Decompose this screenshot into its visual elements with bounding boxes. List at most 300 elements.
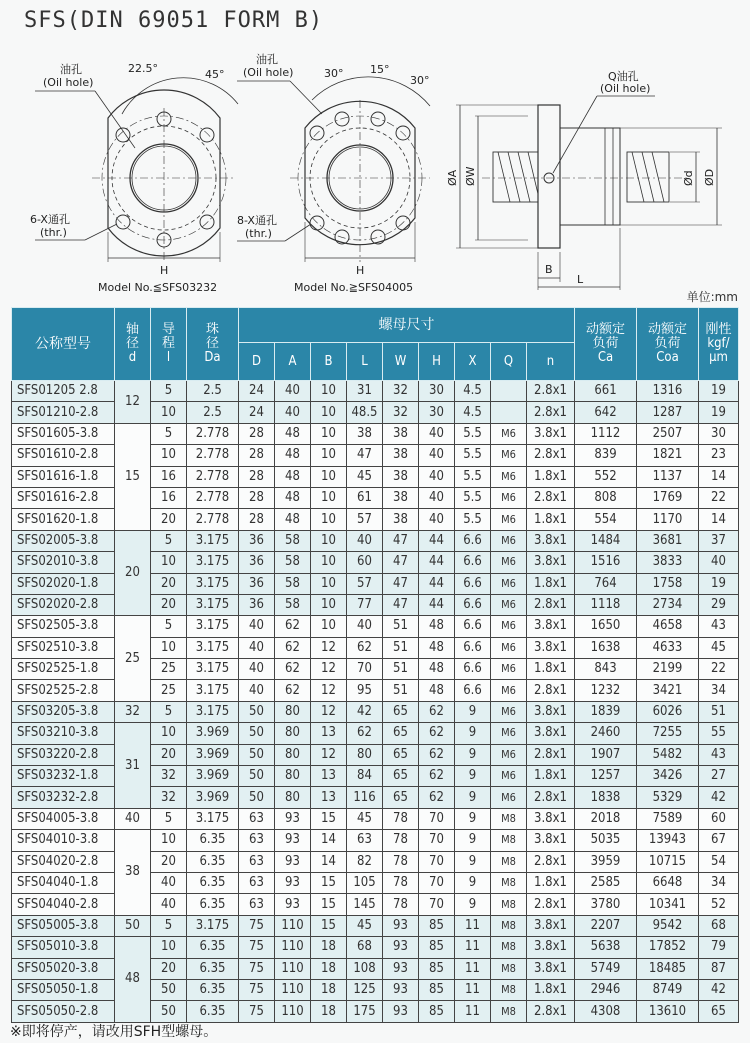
cell-ca: 2018: [575, 808, 637, 829]
cell-x: 9: [455, 723, 491, 744]
cell-x: 9: [455, 872, 491, 893]
cell-b: 13: [311, 787, 347, 808]
cell-x: 11: [455, 958, 491, 979]
cell-w: 38: [383, 509, 419, 530]
cell-w: 93: [383, 937, 419, 958]
cell-k: 23: [699, 445, 739, 466]
model-cell: SFS05010-3.8: [12, 937, 115, 958]
cell-ca: 5749: [575, 958, 637, 979]
cell-n: 1.8x1: [527, 872, 575, 893]
cell-d: 36: [239, 530, 275, 551]
cell-k: 34: [699, 680, 739, 701]
cell-ca: 1112: [575, 423, 637, 444]
cell-d: 28: [239, 487, 275, 508]
cell-n: 3.8x1: [527, 808, 575, 829]
cell-l: 5: [151, 381, 187, 402]
model-cell: SFS01605-3.8: [12, 423, 115, 444]
cell-x: 9: [455, 808, 491, 829]
svg-text:22.5°: 22.5°: [128, 62, 158, 75]
cell-w: 78: [383, 894, 419, 915]
cell-n: 3.8x1: [527, 915, 575, 936]
cell-h: 44: [419, 594, 455, 615]
cell-da: 6.35: [187, 894, 239, 915]
cell-da: 6.35: [187, 979, 239, 1000]
cell-da: 2.778: [187, 487, 239, 508]
svg-text:6-X通孔: 6-X通孔: [30, 213, 70, 226]
cell-w: 47: [383, 530, 419, 551]
cell-a: 62: [275, 659, 311, 680]
cell-q: M8: [491, 830, 527, 851]
cell-n: 1.8x1: [527, 659, 575, 680]
cell-a: 58: [275, 530, 311, 551]
cell-l: 5: [151, 915, 187, 936]
cell-n: 3.8x1: [527, 637, 575, 658]
model-cell: SFS02510-3.8: [12, 637, 115, 658]
cell-ca: 1232: [575, 680, 637, 701]
cell-q: M6: [491, 659, 527, 680]
cell-ca: 764: [575, 573, 637, 594]
cell-b: 10: [311, 530, 347, 551]
cell-q: M6: [491, 723, 527, 744]
cell-h: 40: [419, 509, 455, 530]
cell-b: 10: [311, 445, 347, 466]
cell-da: 2.5: [187, 381, 239, 402]
cell-coa: 10341: [637, 894, 699, 915]
cell-l: 20: [151, 958, 187, 979]
cell-l: 40: [151, 894, 187, 915]
cell-k: 40: [699, 552, 739, 573]
model-cell: SFS02005-3.8: [12, 530, 115, 551]
cell-coa: 4633: [637, 637, 699, 658]
cell-a: 110: [275, 937, 311, 958]
cell-d: 40: [239, 616, 275, 637]
cell-coa: 2199: [637, 659, 699, 680]
cell-w: 65: [383, 787, 419, 808]
cell-n: 3.8x1: [527, 937, 575, 958]
header-nut-col: Q: [491, 343, 527, 381]
svg-text:(Oil hole): (Oil hole): [43, 76, 94, 89]
cell-a: 110: [275, 915, 311, 936]
cell-b: 10: [311, 487, 347, 508]
cell-k: 51: [699, 701, 739, 722]
cell-a: 58: [275, 573, 311, 594]
cell-q: M6: [491, 594, 527, 615]
cell-a: 58: [275, 552, 311, 573]
model-cell: SFS05005-3.8: [12, 915, 115, 936]
cell-l: 48.5: [347, 402, 383, 423]
cell-b: 12: [311, 680, 347, 701]
cell-h: 70: [419, 851, 455, 872]
cell-q: M8: [491, 808, 527, 829]
cell-a: 48: [275, 509, 311, 530]
cell-l: 80: [347, 744, 383, 765]
svg-text:L: L: [577, 273, 584, 286]
cell-l: 16: [151, 466, 187, 487]
cell-l: 5: [151, 530, 187, 551]
cell-h: 44: [419, 573, 455, 594]
cell-h: 85: [419, 915, 455, 936]
cell-ca: 839: [575, 445, 637, 466]
cell-l: 57: [347, 573, 383, 594]
shaft-diameter-cell: 31: [115, 723, 151, 809]
page-title: SFS(DIN 69051 FORM B): [24, 8, 324, 33]
cell-w: 51: [383, 637, 419, 658]
cell-l: 108: [347, 958, 383, 979]
cell-k: 22: [699, 659, 739, 680]
cell-q: M6: [491, 766, 527, 787]
cell-x: 9: [455, 894, 491, 915]
cell-d: 28: [239, 445, 275, 466]
footnote: ※即将停产，请改用SFH型螺母。: [10, 1024, 218, 1040]
cell-coa: 3421: [637, 680, 699, 701]
cell-b: 18: [311, 937, 347, 958]
cell-q: [491, 402, 527, 423]
svg-text:Model No.≧SFS04005: Model No.≧SFS04005: [294, 281, 414, 294]
cell-k: 30: [699, 423, 739, 444]
cell-l: 5: [151, 701, 187, 722]
cell-w: 47: [383, 573, 419, 594]
header-nut-col: L: [347, 343, 383, 381]
cell-d: 63: [239, 830, 275, 851]
model-cell: SFS04010-3.8: [12, 830, 115, 851]
svg-text:ØD: ØD: [703, 168, 716, 186]
cell-b: 12: [311, 659, 347, 680]
cell-da: 2.778: [187, 509, 239, 530]
model-cell: SFS03232-1.8: [12, 766, 115, 787]
cell-n: 1.8x1: [527, 979, 575, 1000]
cell-da: 3.175: [187, 637, 239, 658]
cell-w: 51: [383, 616, 419, 637]
cell-w: 38: [383, 487, 419, 508]
cell-b: 15: [311, 915, 347, 936]
cell-coa: 9542: [637, 915, 699, 936]
cell-l: 45: [347, 915, 383, 936]
cell-x: 5.5: [455, 487, 491, 508]
cell-n: 2.8x1: [527, 381, 575, 402]
table-row: [12, 381, 739, 402]
cell-coa: 2734: [637, 594, 699, 615]
cell-b: 10: [311, 573, 347, 594]
model-cell: SFS03210-3.8: [12, 723, 115, 744]
model-cell: SFS04040-1.8: [12, 872, 115, 893]
shaft-diameter-cell: 48: [115, 937, 151, 1023]
cell-a: 80: [275, 723, 311, 744]
cell-a: 80: [275, 787, 311, 808]
cell-d: 36: [239, 573, 275, 594]
model-cell: SFS04005-3.8: [12, 808, 115, 829]
cell-l: 62: [347, 637, 383, 658]
cell-da: 3.969: [187, 744, 239, 765]
cell-x: 6.6: [455, 552, 491, 573]
cell-x: 4.5: [455, 402, 491, 423]
cell-da: 6.35: [187, 937, 239, 958]
cell-l: 77: [347, 594, 383, 615]
cell-a: 93: [275, 808, 311, 829]
cell-l: 125: [347, 979, 383, 1000]
cell-d: 24: [239, 381, 275, 402]
cell-h: 30: [419, 381, 455, 402]
cell-coa: 1170: [637, 509, 699, 530]
svg-text:15°: 15°: [370, 63, 390, 76]
shaft-diameter-cell: 25: [115, 616, 151, 702]
model-cell: SFS04020-2.8: [12, 851, 115, 872]
cell-q: M6: [491, 637, 527, 658]
nut-side-view: [446, 69, 722, 290]
header-dynamic-load: 动额定 负荷 Ca: [575, 308, 637, 381]
cell-b: 10: [311, 381, 347, 402]
cell-a: 62: [275, 637, 311, 658]
cell-da: 3.175: [187, 915, 239, 936]
svg-text:Ød: Ød: [682, 170, 695, 186]
cell-coa: 3681: [637, 530, 699, 551]
cell-n: 3.8x1: [527, 423, 575, 444]
cell-h: 70: [419, 808, 455, 829]
cell-k: 14: [699, 509, 739, 530]
svg-text:30°: 30°: [324, 67, 344, 80]
cell-l: 84: [347, 766, 383, 787]
cell-k: 27: [699, 766, 739, 787]
header-static-load: 动额定 负荷 Coa: [637, 308, 699, 381]
cell-coa: 3426: [637, 766, 699, 787]
cell-k: 19: [699, 381, 739, 402]
cell-h: 30: [419, 402, 455, 423]
cell-w: 51: [383, 659, 419, 680]
cell-d: 24: [239, 402, 275, 423]
cell-n: 2.8x1: [527, 851, 575, 872]
cell-x: 5.5: [455, 445, 491, 466]
cell-k: 65: [699, 1001, 739, 1022]
cell-b: 15: [311, 808, 347, 829]
cell-l: 20: [151, 509, 187, 530]
cell-x: 6.6: [455, 659, 491, 680]
cell-ca: 843: [575, 659, 637, 680]
cell-coa: 7589: [637, 808, 699, 829]
cell-a: 62: [275, 616, 311, 637]
cell-da: 3.175: [187, 680, 239, 701]
cell-q: M6: [491, 744, 527, 765]
cell-l: 95: [347, 680, 383, 701]
cell-da: 3.175: [187, 659, 239, 680]
svg-text:ØA: ØA: [446, 169, 459, 186]
cell-ca: 1650: [575, 616, 637, 637]
svg-text:Model No.≦SFS03232: Model No.≦SFS03232: [98, 281, 218, 294]
cell-l: 20: [151, 744, 187, 765]
cell-w: 93: [383, 915, 419, 936]
cell-coa: 13610: [637, 1001, 699, 1022]
cell-n: 3.8x1: [527, 958, 575, 979]
cell-b: 10: [311, 402, 347, 423]
cell-b: 10: [311, 594, 347, 615]
cell-h: 85: [419, 1001, 455, 1022]
cell-coa: 18485: [637, 958, 699, 979]
cell-l: 5: [151, 616, 187, 637]
cell-b: 10: [311, 423, 347, 444]
shaft-diameter-cell: 40: [115, 808, 151, 829]
model-cell: SFS05050-1.8: [12, 979, 115, 1000]
cell-l: 45: [347, 466, 383, 487]
spec-table: [11, 307, 739, 1023]
cell-ca: 5035: [575, 830, 637, 851]
table-row: [12, 937, 739, 958]
cell-da: 2.778: [187, 423, 239, 444]
cell-d: 75: [239, 915, 275, 936]
cell-coa: 3833: [637, 552, 699, 573]
cell-w: 78: [383, 851, 419, 872]
cell-q: M8: [491, 851, 527, 872]
cell-n: 1.8x1: [527, 573, 575, 594]
cell-q: [491, 381, 527, 402]
oil-hole-label-middle: 油孔: [256, 53, 278, 66]
cell-da: 6.35: [187, 830, 239, 851]
header-nut-col: n: [527, 343, 575, 381]
cell-k: 29: [699, 594, 739, 615]
cell-q: M6: [491, 552, 527, 573]
cell-a: 110: [275, 958, 311, 979]
cell-coa: 17852: [637, 937, 699, 958]
cell-da: 3.175: [187, 552, 239, 573]
cell-h: 70: [419, 830, 455, 851]
shaft-diameter-cell: 15: [115, 423, 151, 530]
model-cell: SFS01620-1.8: [12, 509, 115, 530]
cell-w: 93: [383, 979, 419, 1000]
cell-q: M6: [491, 423, 527, 444]
cell-l: 20: [151, 594, 187, 615]
cell-k: 43: [699, 616, 739, 637]
cell-ca: 5638: [575, 937, 637, 958]
cell-l: 61: [347, 487, 383, 508]
cell-b: 12: [311, 744, 347, 765]
cell-q: M8: [491, 958, 527, 979]
cell-h: 40: [419, 487, 455, 508]
cell-b: 12: [311, 701, 347, 722]
cell-x: 5.5: [455, 466, 491, 487]
shaft-diameter-cell: 32: [115, 701, 151, 722]
cell-k: 52: [699, 894, 739, 915]
cell-d: 50: [239, 766, 275, 787]
cell-d: 50: [239, 723, 275, 744]
cell-da: 2.778: [187, 466, 239, 487]
cell-q: M6: [491, 680, 527, 701]
header-nut-col: X: [455, 343, 491, 381]
cell-k: 87: [699, 958, 739, 979]
cell-h: 40: [419, 423, 455, 444]
cell-a: 40: [275, 402, 311, 423]
cell-x: 6.6: [455, 573, 491, 594]
cell-l: 42: [347, 701, 383, 722]
cell-coa: 4658: [637, 616, 699, 637]
cell-w: 51: [383, 680, 419, 701]
cell-l: 10: [151, 830, 187, 851]
cell-ca: 642: [575, 402, 637, 423]
cell-n: 1.8x1: [527, 466, 575, 487]
cell-h: 85: [419, 937, 455, 958]
cell-d: 28: [239, 466, 275, 487]
cell-n: 2.8x1: [527, 787, 575, 808]
cell-w: 78: [383, 830, 419, 851]
cell-d: 50: [239, 701, 275, 722]
cell-n: 1.8x1: [527, 766, 575, 787]
cell-d: 75: [239, 937, 275, 958]
cell-k: 55: [699, 723, 739, 744]
cell-a: 93: [275, 830, 311, 851]
cell-d: 63: [239, 808, 275, 829]
cell-l: 5: [151, 808, 187, 829]
cell-k: 22: [699, 487, 739, 508]
cell-coa: 1137: [637, 466, 699, 487]
cell-w: 32: [383, 381, 419, 402]
cell-a: 48: [275, 487, 311, 508]
model-cell: SFS01210-2.8: [12, 402, 115, 423]
cell-x: 11: [455, 937, 491, 958]
cell-k: 19: [699, 402, 739, 423]
cell-a: 40: [275, 381, 311, 402]
cell-a: 80: [275, 744, 311, 765]
cell-q: M6: [491, 573, 527, 594]
header-nut-col: H: [419, 343, 455, 381]
cell-q: M8: [491, 894, 527, 915]
shaft-diameter-cell: 38: [115, 830, 151, 916]
header-shaft-diameter: 轴 径 d: [115, 308, 151, 381]
cell-l: 20: [151, 851, 187, 872]
cell-a: 80: [275, 701, 311, 722]
cell-b: 14: [311, 830, 347, 851]
header-model: 公称型号: [12, 308, 115, 381]
cell-l: 57: [347, 509, 383, 530]
cell-da: 3.175: [187, 808, 239, 829]
cell-l: 10: [151, 552, 187, 573]
cell-h: 48: [419, 637, 455, 658]
cell-a: 80: [275, 766, 311, 787]
model-cell: SFS05020-3.8: [12, 958, 115, 979]
cell-x: 6.6: [455, 594, 491, 615]
flange-view-6-hole: [30, 62, 238, 294]
cell-b: 14: [311, 851, 347, 872]
table-row: [12, 808, 739, 829]
cell-k: 60: [699, 808, 739, 829]
cell-x: 11: [455, 979, 491, 1000]
svg-text:30°: 30°: [410, 74, 430, 87]
cell-q: M6: [491, 509, 527, 530]
table-row: [12, 423, 739, 444]
cell-ca: 808: [575, 487, 637, 508]
cell-x: 9: [455, 766, 491, 787]
cell-k: 43: [699, 744, 739, 765]
cell-d: 36: [239, 594, 275, 615]
cell-l: 50: [151, 1001, 187, 1022]
flange-view-8-hole: [237, 52, 430, 294]
cell-ca: 4308: [575, 1001, 637, 1022]
cell-ca: 554: [575, 509, 637, 530]
cell-ca: 2460: [575, 723, 637, 744]
cell-k: 68: [699, 915, 739, 936]
cell-coa: 8749: [637, 979, 699, 1000]
cell-a: 93: [275, 872, 311, 893]
svg-text:(Oil hole): (Oil hole): [243, 66, 294, 79]
cell-d: 75: [239, 958, 275, 979]
cell-l: 25: [151, 659, 187, 680]
cell-w: 65: [383, 723, 419, 744]
cell-a: 110: [275, 979, 311, 1000]
cell-k: 42: [699, 979, 739, 1000]
cell-coa: 1287: [637, 402, 699, 423]
cell-l: 5: [151, 423, 187, 444]
cell-n: 1.8x1: [527, 509, 575, 530]
cell-d: 75: [239, 1001, 275, 1022]
cell-k: 14: [699, 466, 739, 487]
cell-q: M8: [491, 979, 527, 1000]
cell-n: 2.8x1: [527, 445, 575, 466]
header-stiffness: 刚性 kgf/ μm: [699, 308, 739, 381]
